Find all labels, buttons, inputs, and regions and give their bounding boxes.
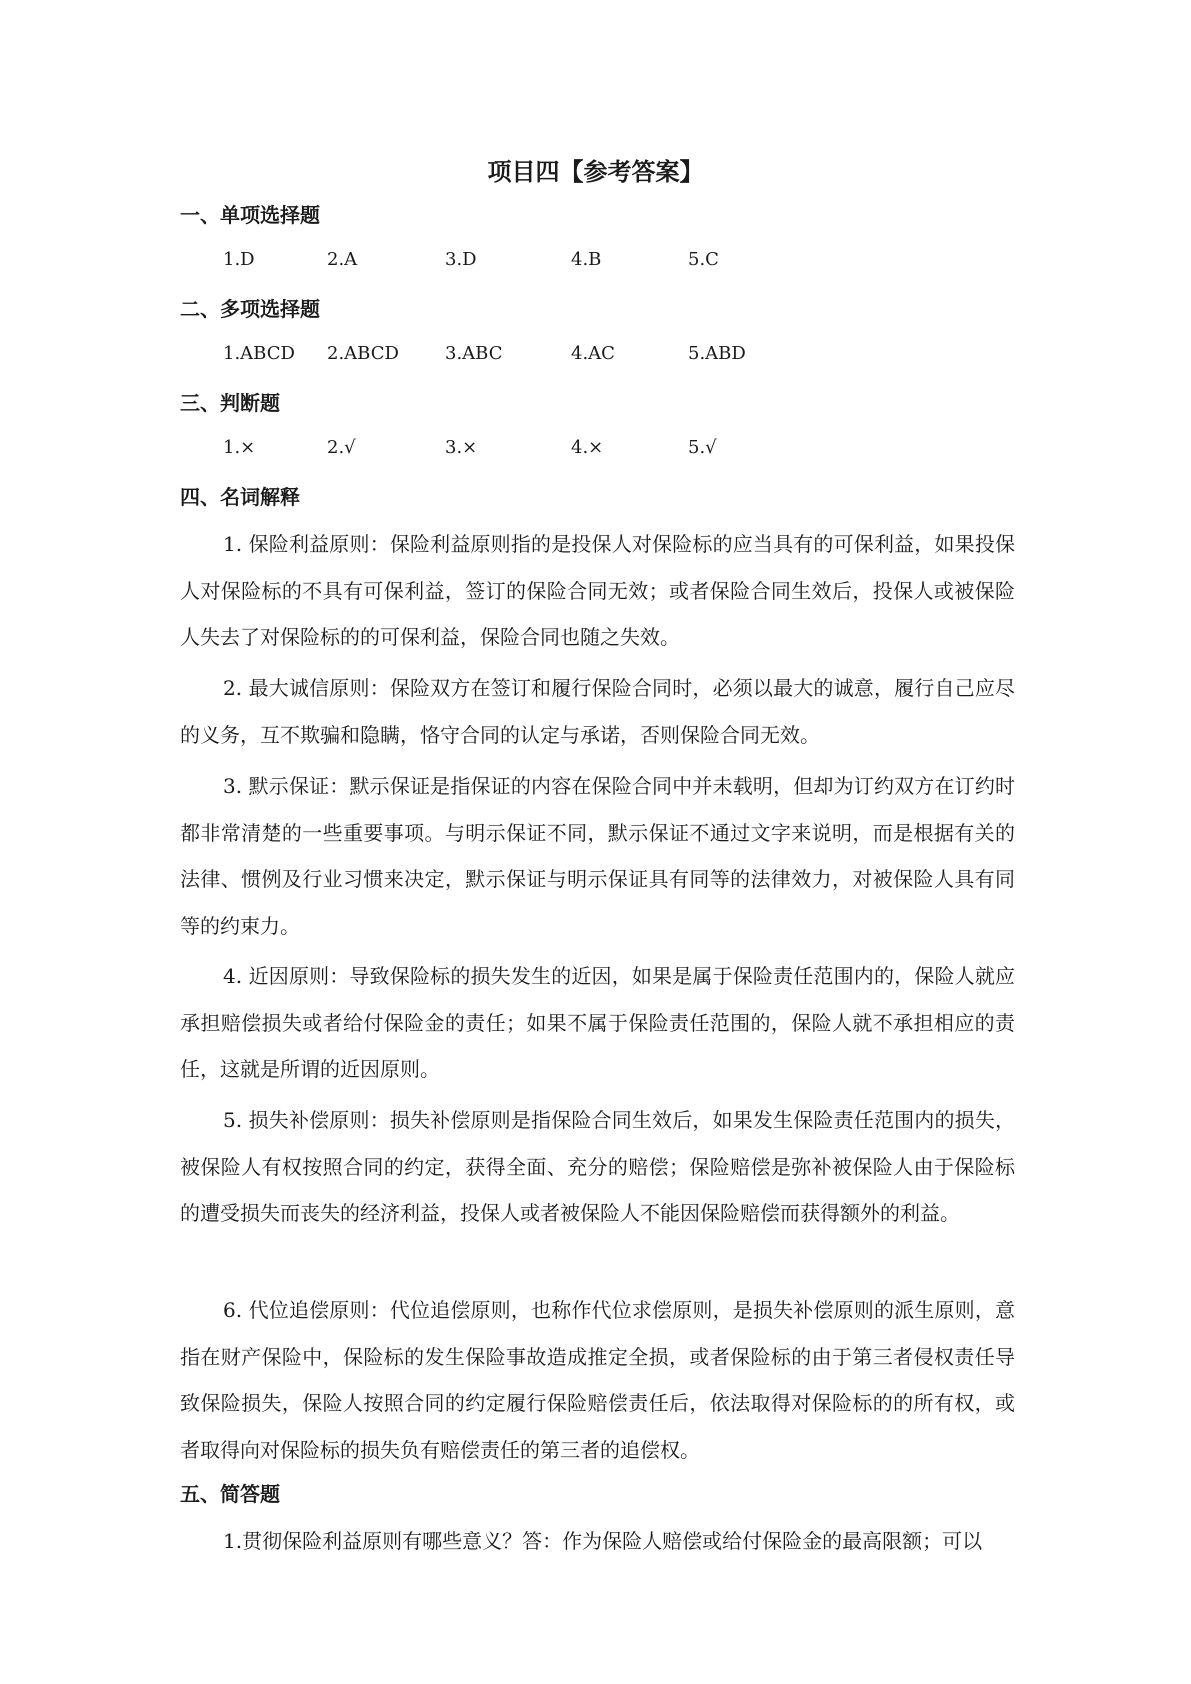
section-heading-true-false: 三、判断题 <box>180 391 280 415</box>
section-heading-terms: 四、名词解释 <box>180 485 300 509</box>
section-heading-short-answer: 五、简答题 <box>180 1482 280 1506</box>
page-title: 项目四【参考答案】 <box>487 158 704 186</box>
answer-item: 2.A <box>327 249 358 270</box>
short-answer-paragraph: 1.贯彻保险利益原则有哪些意义？答：作为保险人赔偿或给付保险金的最高限额；可以 <box>223 1529 983 1553</box>
answer-item: 2.ABCD <box>327 343 399 364</box>
section-heading-multi-choice: 二、多项选择题 <box>180 297 320 321</box>
answer-item: 1.× <box>223 437 256 458</box>
term-paragraph: 2. 最大诚信原则：保险双方在签订和履行保险合同时，必须以最大的诚意，履行自己应尽的义务，互不欺骗和隐瞒，恪守合同的认定与承诺，否则保险合同无效。 <box>180 676 1015 747</box>
answer-item: 1.ABCD <box>223 343 295 364</box>
answer-item: 3.D <box>445 249 477 270</box>
answer-item: 5.ABD <box>688 343 746 364</box>
multi-choice-answers <box>223 337 983 371</box>
answer-item: 5.√ <box>688 437 717 458</box>
answer-item: 4.× <box>571 437 604 458</box>
answer-item: 4.B <box>571 249 602 270</box>
section-heading-single-choice: 一、单项选择题 <box>180 203 320 227</box>
answer-item: 3.ABC <box>445 343 503 364</box>
answer-item: 5.C <box>688 249 719 270</box>
term-paragraph: 5. 损失补偿原则：损失补偿原则是指保险合同生效后，如果发生保险责任范围内的损失，被保险人有权按照合同的约定，获得全面、充分的赔偿；保险赔偿是弥补被保险人由于保险标的遭受损失而丧失的经济利益，投保人或者被保险人不能因保险赔偿而获得额外的利益。 <box>180 1108 1015 1225</box>
answer-item: 3.× <box>445 437 478 458</box>
term-paragraph: 1. 保险利益原则：保险利益原则指的是投保人对保险标的应当具有的可保利益，如果投保人对保险标的不具有可保利益，签订的保险合同无效；或者保险合同生效后，投保人或被保险人失去了对保险标的的可保利益，保险合同也随之失效。 <box>180 532 1015 649</box>
answer-item: 2.√ <box>327 437 356 458</box>
term-paragraph: 3. 默示保证：默示保证是指保证的内容在保险合同中并未载明，但却为订约双方在订约时都非常清楚的一些重要事项。与明示保证不同，默示保证不通过文字来说明，而是根据有关的法律、惯例及行业习惯来决定，默示保证与明示保证具有同等的法律效力，对被保险人具有同等的约束力。 <box>180 774 1015 938</box>
answer-item: 1.D <box>223 249 255 270</box>
answer-item: 4.AC <box>571 343 615 364</box>
single-choice-answers <box>223 243 983 277</box>
term-paragraph: 6. 代位追偿原则：代位追偿原则，也称作代位求偿原则，是损失补偿原则的派生原则，意指在财产保险中，保险标的发生保险事故造成推定全损，或者保险标的由于第三者侵权责任导致保险损失，保险人按照合同的约定履行保险赔偿责任后，依法取得对保险标的的所有权，或者取得向对保险标的损失负有赔偿责任的第三者的追偿权。 <box>180 1298 1015 1462</box>
term-paragraph: 4. 近因原则：导致保险标的损失发生的近因，如果是属于保险责任范围内的，保险人就应承担赔偿损失或者给付保险金的责任；如果不属于保险责任范围的，保险人就不承担相应的责任，这就是所谓的近因原则。 <box>180 964 1015 1081</box>
true-false-answers <box>223 431 983 465</box>
